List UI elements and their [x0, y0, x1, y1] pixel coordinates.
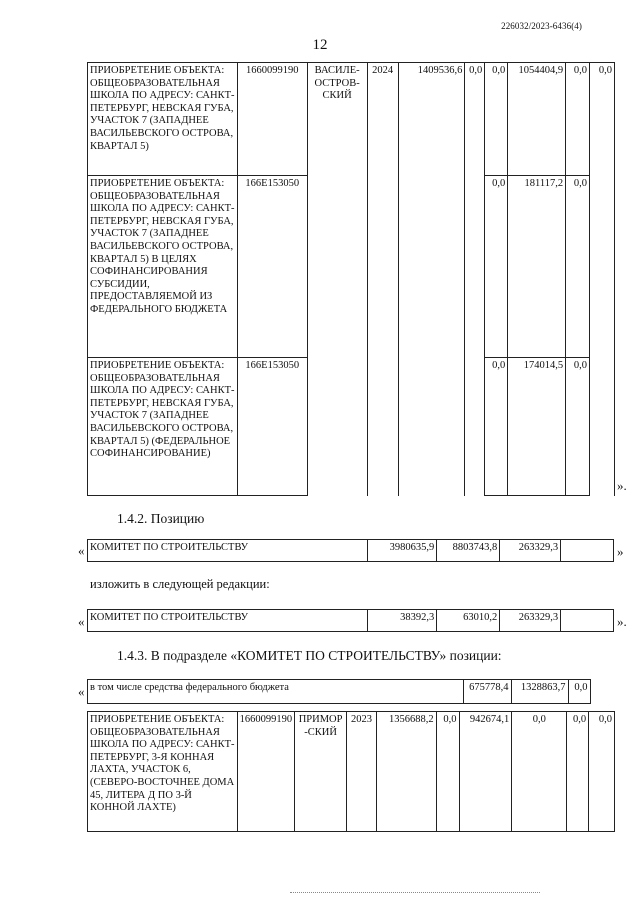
- amount-2: 0,0: [436, 712, 459, 832]
- amount-4: 0,0: [512, 712, 567, 832]
- amount-3: 263329,3: [500, 540, 561, 562]
- target-code: 1660099190: [237, 63, 307, 176]
- open-quote: «: [78, 684, 85, 699]
- target-code: 166E153050: [237, 176, 307, 358]
- amount-6: 0,0: [589, 712, 615, 832]
- empty-cell: [561, 540, 614, 562]
- table-row: [88, 63, 615, 176]
- amount-4: 1054404,9: [508, 63, 566, 176]
- amount-1: 1356688,2: [376, 712, 436, 832]
- paragraph-1-4-2: 1.4.2. Позицию: [117, 511, 205, 526]
- new-row-table: [87, 609, 614, 632]
- amount-5: 0,0: [567, 712, 589, 832]
- old-row-table: [87, 539, 614, 562]
- footer-divider: [290, 892, 540, 893]
- table-row: [88, 712, 615, 832]
- object-name: ПРИОБРЕТЕНИЕ ОБЪЕКТА: ОБЩЕОБРАЗОВАТЕЛЬНАЯ ШКОЛА ПО АДРЕСУ: САНКТ-ПЕТЕРБУРГ, НЕВСКАЯ ГУБА, УЧАСТОК 7 (ЗАПАДНЕЕ ВАСИЛЬЕВСКОГО ОСТРОВА, КВАРТАЛ 5) В ЦЕЛЯХ СОФИНАНСИРОВАНИЯ СУБСИДИИ, ПРЕДОСТАВЛЯЕМОЙ ИЗ ФЕДЕРАЛЬНОГО БЮДЖЕТА: [88, 176, 238, 358]
- amount-2: 8803743,8: [437, 540, 500, 562]
- amount-2: 1328863,7: [511, 680, 568, 704]
- open-quote: «: [78, 614, 85, 629]
- amount-1: 38392,3: [368, 610, 437, 632]
- amount-3: 263329,3: [500, 610, 561, 632]
- amount-1: 3980635,9: [368, 540, 437, 562]
- object-name: ПРИОБРЕТЕНИЕ ОБЪЕКТА: ОБЩЕОБРАЗОВАТЕЛЬНАЯ ШКОЛА ПО АДРЕСУ: САНКТ-ПЕТЕРБУРГ, НЕВСКАЯ ГУБА, УЧАСТОК 7 (ЗАПАДНЕЕ ВАСИЛЬЕВСКОГО ОСТРОВА, КВАРТАЛ 5) (ФЕДЕРАЛЬНОЕ СОФИНАНСИРОВАНИЕ): [88, 358, 238, 496]
- amount-3: 942674,1: [459, 712, 512, 832]
- objects-table: [87, 62, 615, 496]
- fed-row-table: [87, 679, 615, 704]
- amount-5: 0,0: [566, 63, 590, 176]
- amount-3: 0,0: [485, 358, 508, 496]
- close-quote: ».: [617, 614, 627, 629]
- amount-4: 174014,5: [508, 358, 566, 496]
- amount-2: 0,0: [465, 63, 485, 496]
- amount-3: 0,0: [568, 680, 590, 704]
- open-quote: «: [78, 543, 85, 558]
- empty-cell: [590, 680, 615, 704]
- amount-3: 0,0: [485, 176, 508, 358]
- district: ВАСИЛЕ-ОСТРОВ-СКИЙ: [307, 63, 367, 496]
- paragraph-1-4-3: 1.4.3. В подразделе «КОМИТЕТ ПО СТРОИТЕЛЬСТВУ» позиции:: [117, 648, 502, 663]
- year: 2024: [367, 63, 398, 496]
- table-row: [88, 610, 614, 632]
- target-code: 1660099190: [237, 712, 295, 832]
- close-quote: »: [617, 544, 624, 559]
- year: 2023: [347, 712, 377, 832]
- paragraph-edit: изложить в следующей редакции:: [90, 577, 270, 591]
- document-number: 226032/2023-6436(4): [501, 21, 582, 31]
- close-quote: ».: [617, 478, 627, 493]
- page-number: 12: [312, 37, 328, 53]
- amount-2: 63010,2: [437, 610, 500, 632]
- target-code: 166E153050: [237, 358, 307, 496]
- object-name: ПРИОБРЕТЕНИЕ ОБЪЕКТА: ОБЩЕОБРАЗОВАТЕЛЬНАЯ ШКОЛА ПО АДРЕСУ: САНКТ-ПЕТЕРБУРГ, 3-Я КОННАЯ ЛАХТА, УЧАСТОК 6, (СЕВЕРО-ВОСТОЧНЕЕ ДОМА 45, ЛИТЕРА Д ПО 3-Й КОННОЙ ЛАХТЕ): [88, 712, 238, 832]
- district: ПРИМОР-СКИЙ: [295, 712, 347, 832]
- amount-5: 0,0: [566, 176, 590, 358]
- committee-name: КОМИТЕТ ПО СТРОИТЕЛЬСТВУ: [88, 610, 368, 632]
- amount-1: 1409536,6: [398, 63, 465, 496]
- amount-3: 0,0: [485, 63, 508, 176]
- amount-6: 0,0: [590, 63, 615, 496]
- amount-5: 0,0: [566, 358, 590, 496]
- object-name: ПРИОБРЕТЕНИЕ ОБЪЕКТА: ОБЩЕОБРАЗОВАТЕЛЬНАЯ ШКОЛА ПО АДРЕСУ: САНКТ-ПЕТЕРБУРГ, НЕВСКАЯ ГУБА, УЧАСТОК 7 (ЗАПАДНЕЕ ВАСИЛЬЕВСКОГО ОСТРОВА, КВАРТАЛ 5): [88, 63, 238, 176]
- empty-cell: [561, 610, 614, 632]
- object-row-table: [87, 711, 615, 832]
- amount-1: 675778,4: [463, 680, 511, 704]
- committee-name: КОМИТЕТ ПО СТРОИТЕЛЬСТВУ: [88, 540, 368, 562]
- table-row: [88, 680, 616, 704]
- table-row: [88, 540, 614, 562]
- amount-4: 181117,2: [508, 176, 566, 358]
- fed-budget-label: в том числе средства федерального бюджета: [88, 680, 464, 704]
